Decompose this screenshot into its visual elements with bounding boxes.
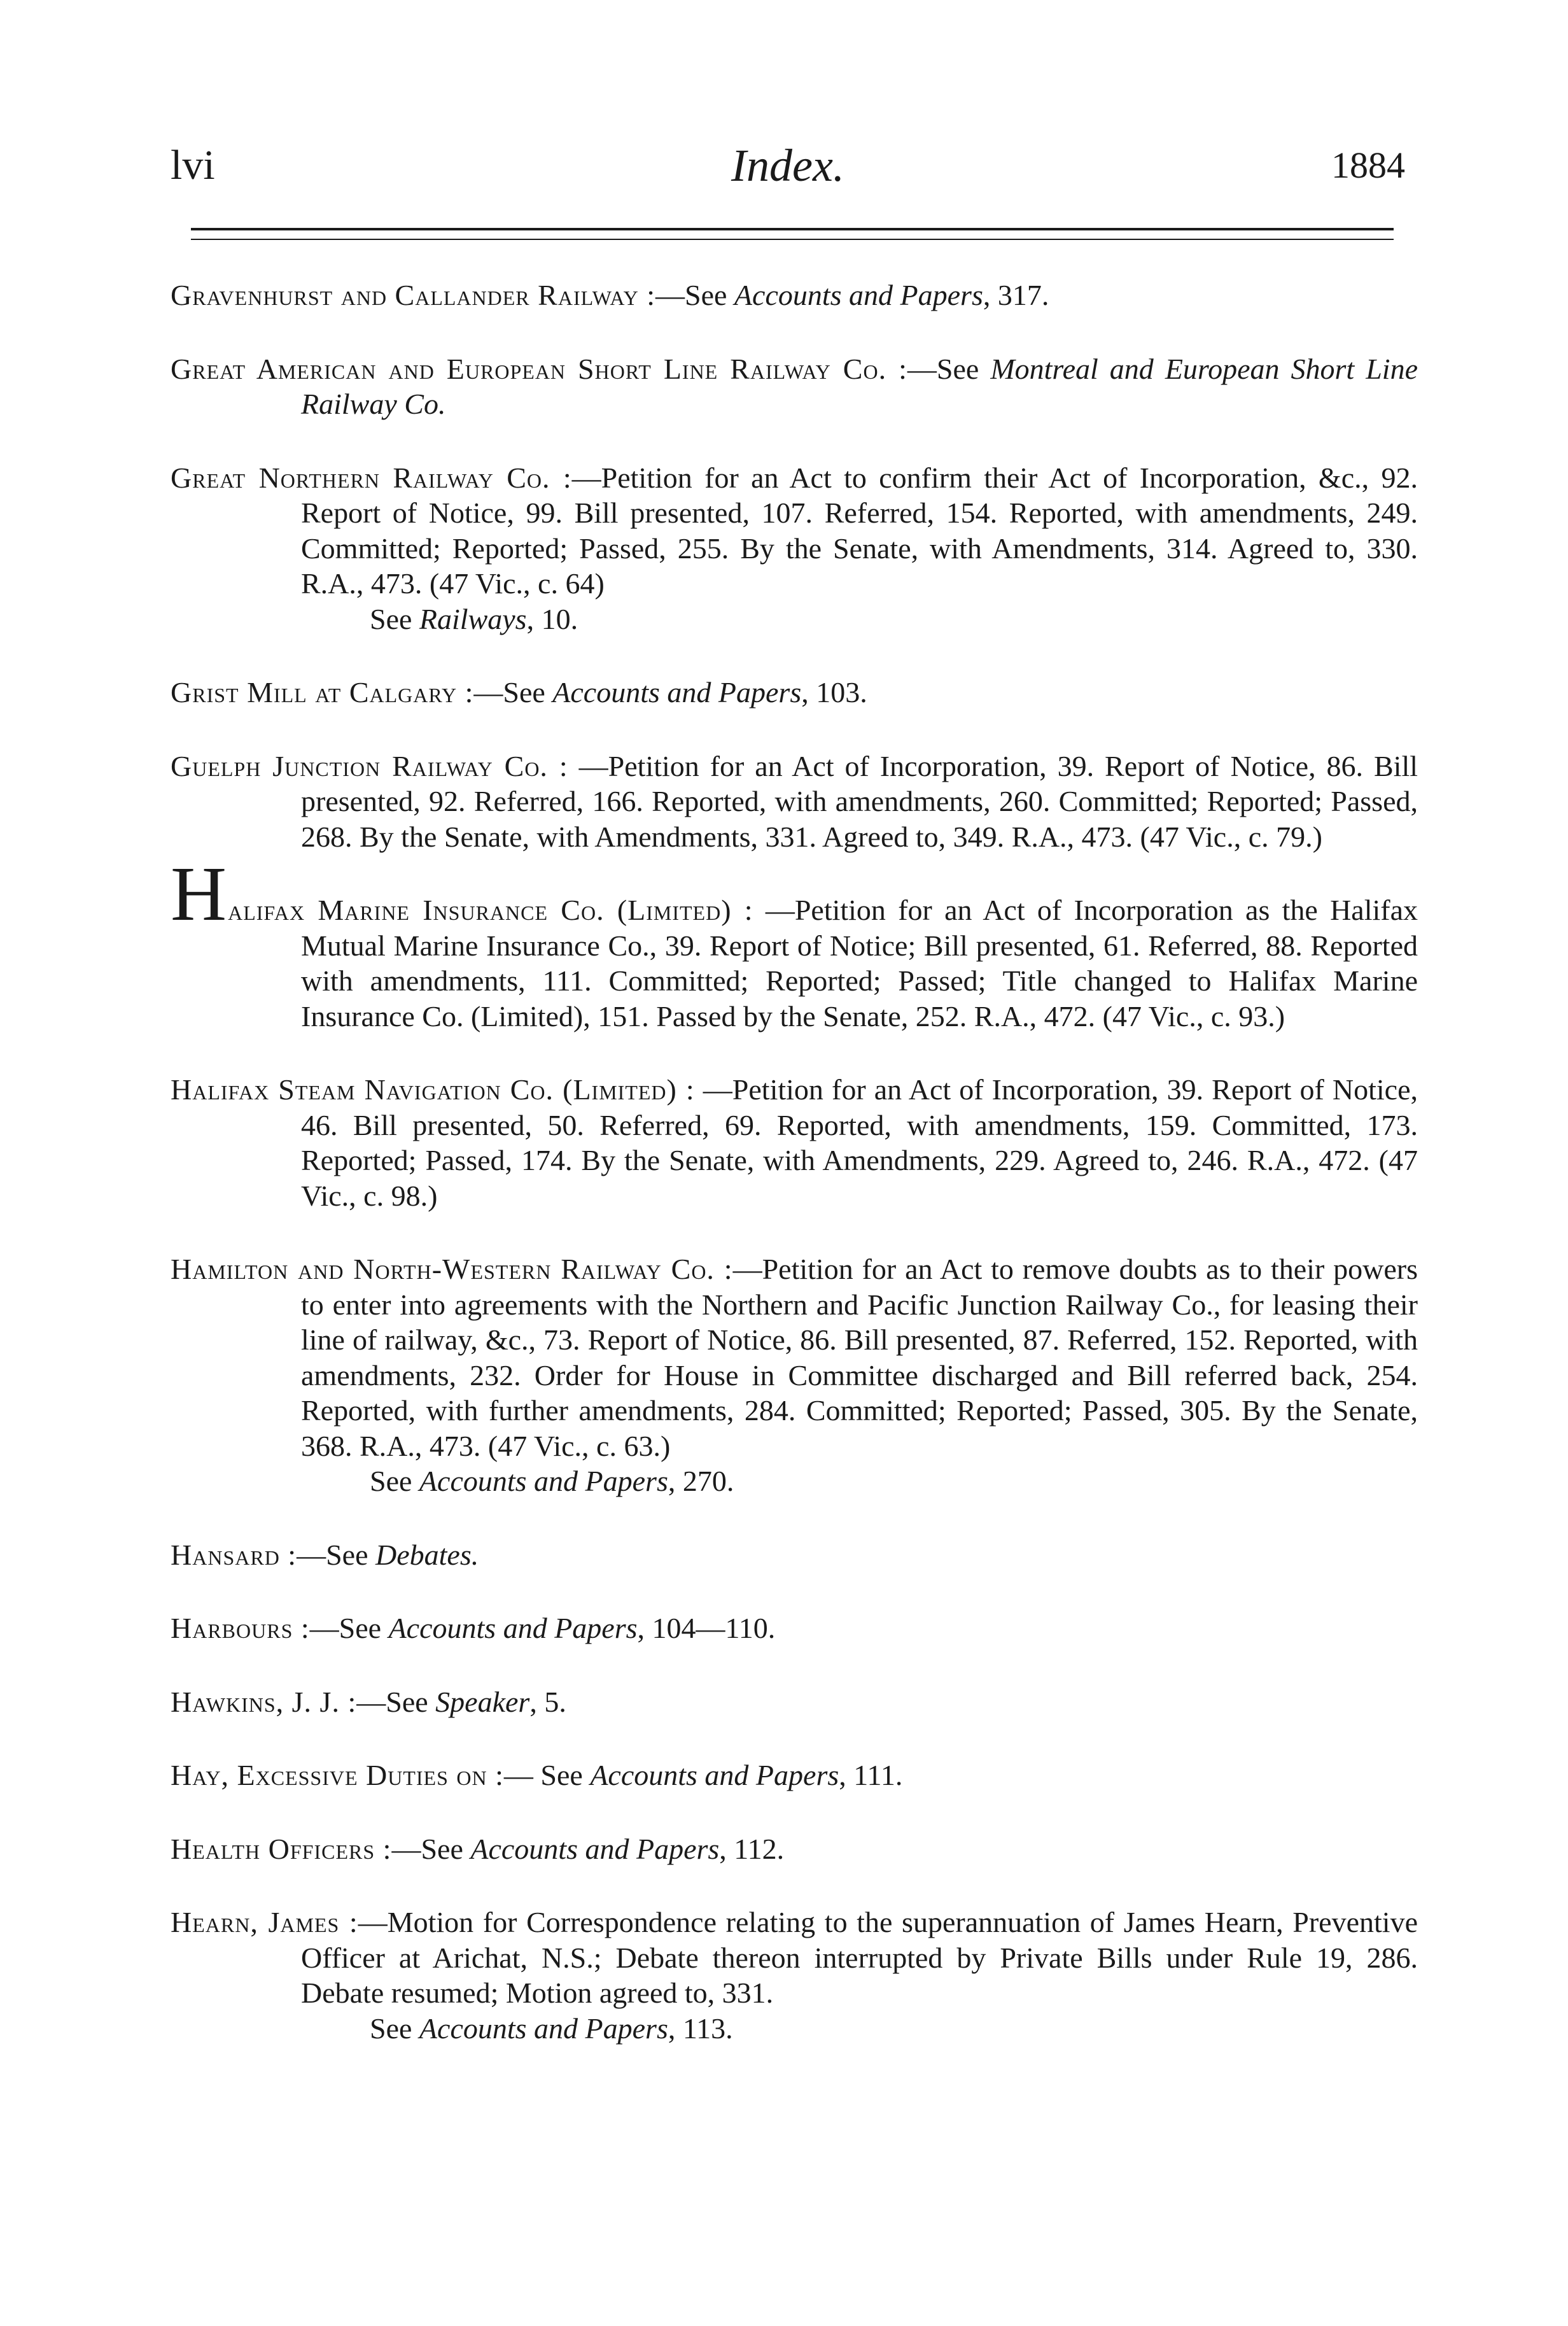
entry-text: —Motion for Correspondence relating to the superannuation of James Hearn, Preventive Officer at Arichat, N.S.; Debate thereon interrupted by Private Bills under Rule 19, 286. Debate resumed; Motion agreed to, 331.	[301, 1906, 1418, 2009]
entry-heading: Harbours :	[171, 1612, 310, 1644]
entry-page-ref: , 111.	[839, 1759, 903, 1791]
index-entry	[171, 351, 1418, 422]
entry-reference: Accounts and Papers	[470, 1832, 720, 1865]
page-header	[171, 137, 1405, 207]
see-page-ref: , 270.	[668, 1465, 734, 1497]
entry-text: —See	[907, 352, 991, 385]
entry-text: —Petition for an Act of Incorporation, 39. Report of Notice, 86. Bill presented, 92. Referred, 166. Reported, with amendments, 260. Committed; Reported; Passed, 268. By the Senate, with Amendments, 331. Agreed to, 349. R.A., 473. (47 Vic., c. 79.)	[301, 749, 1418, 853]
entry-heading: Gravenhurst and Callander Railway :	[171, 279, 655, 311]
index-entry	[171, 1758, 1418, 1793]
entry-text: —See	[655, 279, 734, 311]
entry-reference: Debates.	[375, 1538, 479, 1571]
section-initial: H	[171, 851, 228, 937]
entry-heading: Hay, Excessive Duties on :	[171, 1759, 504, 1791]
entry-text: —See	[297, 1538, 375, 1571]
entry-heading: Hansard :	[171, 1538, 297, 1571]
see-page-ref: , 113.	[668, 2012, 733, 2045]
entry-reference: Accounts and Papers	[388, 1612, 638, 1644]
entry-heading: Great American and European Short Line Railway Co. :	[171, 352, 907, 385]
entry-text: —See	[356, 1685, 436, 1718]
entry-heading: Hearn, James :	[171, 1906, 358, 1938]
entry-text: — See	[503, 1759, 591, 1791]
header-rule-thin	[191, 239, 1394, 240]
see-reference: Railways	[419, 602, 527, 635]
entry-see-also	[301, 1463, 1418, 1499]
index-entry	[171, 1537, 1418, 1573]
see-prefix: See	[370, 2012, 419, 2045]
index-entry	[171, 460, 1418, 637]
entry-page-ref: , 103.	[801, 676, 867, 708]
index-entry	[171, 851, 1418, 1034]
index-entry	[171, 1684, 1418, 1720]
entry-heading: Hamilton and North-Western Railway Co. :	[171, 1253, 733, 1285]
index-entry	[171, 278, 1418, 313]
entry-reference: Accounts and Papers	[552, 676, 802, 708]
see-prefix: See	[370, 1465, 419, 1497]
index-entry	[171, 1251, 1418, 1499]
entry-text: —Petition for an Act of Incorporation as the Halifax Mutual Marine Insurance Co., 39. Report of Notice; Bill presented, 61. Referred, 88. Reported with amendments, 111. Committed; Reported; Passed; Title changed to Halifax Marine Insurance Co. (Limited), 151. Passed by the Senate, 252. R.A., 472. (47 Vic., c. 93.)	[301, 894, 1418, 1033]
see-page-ref: , 10.	[526, 602, 578, 635]
index-entry	[171, 1831, 1418, 1867]
entry-heading: Halifax Steam Navigation Co. (Limited) :	[171, 1073, 695, 1106]
entry-text: —Petition for an Act to remove doubts as to their powers to enter into agreements with the Northern and Pacific Junction Railway Co., for leasing their line of railway, &c., 73. Report of Notice, 86. Bill presented, 87. Referred, 152. Reported, with amendments, 232. Order for House in Committee discharged and Bill referred back, 254. Reported, with further amendments, 284. Committed; Reported; Passed, 305. By the Senate, 368. R.A., 473. (47 Vic., c. 63.)	[301, 1253, 1418, 1462]
entry-page-ref: , 5.	[529, 1685, 566, 1718]
index-entries	[171, 278, 1418, 2046]
entry-text: —See	[391, 1832, 471, 1865]
entry-reference: Montreal and European Short Line Railway Co.	[301, 352, 1418, 420]
entry-see-also	[301, 602, 1418, 637]
header-rule-thick	[191, 228, 1394, 230]
index-entry	[171, 1905, 1418, 2046]
entry-page-ref: , 112.	[719, 1832, 785, 1865]
see-reference: Accounts and Papers	[419, 1465, 668, 1497]
page-year: 1884	[1331, 144, 1405, 186]
entry-heading: alifax Marine Insurance Co. (Limited) :	[228, 894, 753, 926]
entry-heading: Guelph Junction Railway Co. :	[171, 749, 568, 782]
entry-page-ref: , 317.	[983, 279, 1049, 311]
entry-text: —See	[473, 676, 553, 708]
entry-heading: Hawkins, J. J. :	[171, 1685, 357, 1718]
entry-heading: Great Northern Railway Co. :	[171, 461, 572, 494]
entry-text: —Petition for an Act of Incorporation, 39. Report of Notice, 46. Bill presented, 50. Referred, 69. Reported, with amendments, 159. Committed, 173. Reported; Passed, 174. By the Senate, with Amendments, 229. Agreed to, 246. R.A., 472. (47 Vic., c. 98.)	[301, 1073, 1418, 1212]
entry-heading: Health Officers :	[171, 1832, 392, 1865]
index-entry	[171, 675, 1418, 710]
see-prefix: See	[370, 602, 419, 635]
page-title: Index.	[731, 140, 844, 191]
entry-text: —Petition for an Act to confirm their Act of Incorporation, &c., 92. Report of Notice, 99. Bill presented, 107. Referred, 154. Reported, with amendments, 249. Committed; Reported; Passed, 255. By the Senate, with Amendments, 314. Agreed to, 330. R.A., 473. (47 Vic., c. 64)	[301, 461, 1418, 600]
entry-see-also	[301, 2011, 1418, 2047]
page-number: lvi	[171, 142, 215, 188]
entry-reference: Speaker	[435, 1685, 530, 1718]
entry-text: —See	[309, 1612, 389, 1644]
entry-page-ref: , 104—110.	[637, 1612, 776, 1644]
see-reference: Accounts and Papers	[419, 2012, 668, 2045]
entry-heading: Grist Mill at Calgary :	[171, 676, 474, 708]
index-entry	[171, 1072, 1418, 1213]
index-entry	[171, 1611, 1418, 1646]
entry-reference: Accounts and Papers	[590, 1759, 839, 1791]
entry-reference: Accounts and Papers	[734, 279, 983, 311]
index-entry	[171, 749, 1418, 855]
